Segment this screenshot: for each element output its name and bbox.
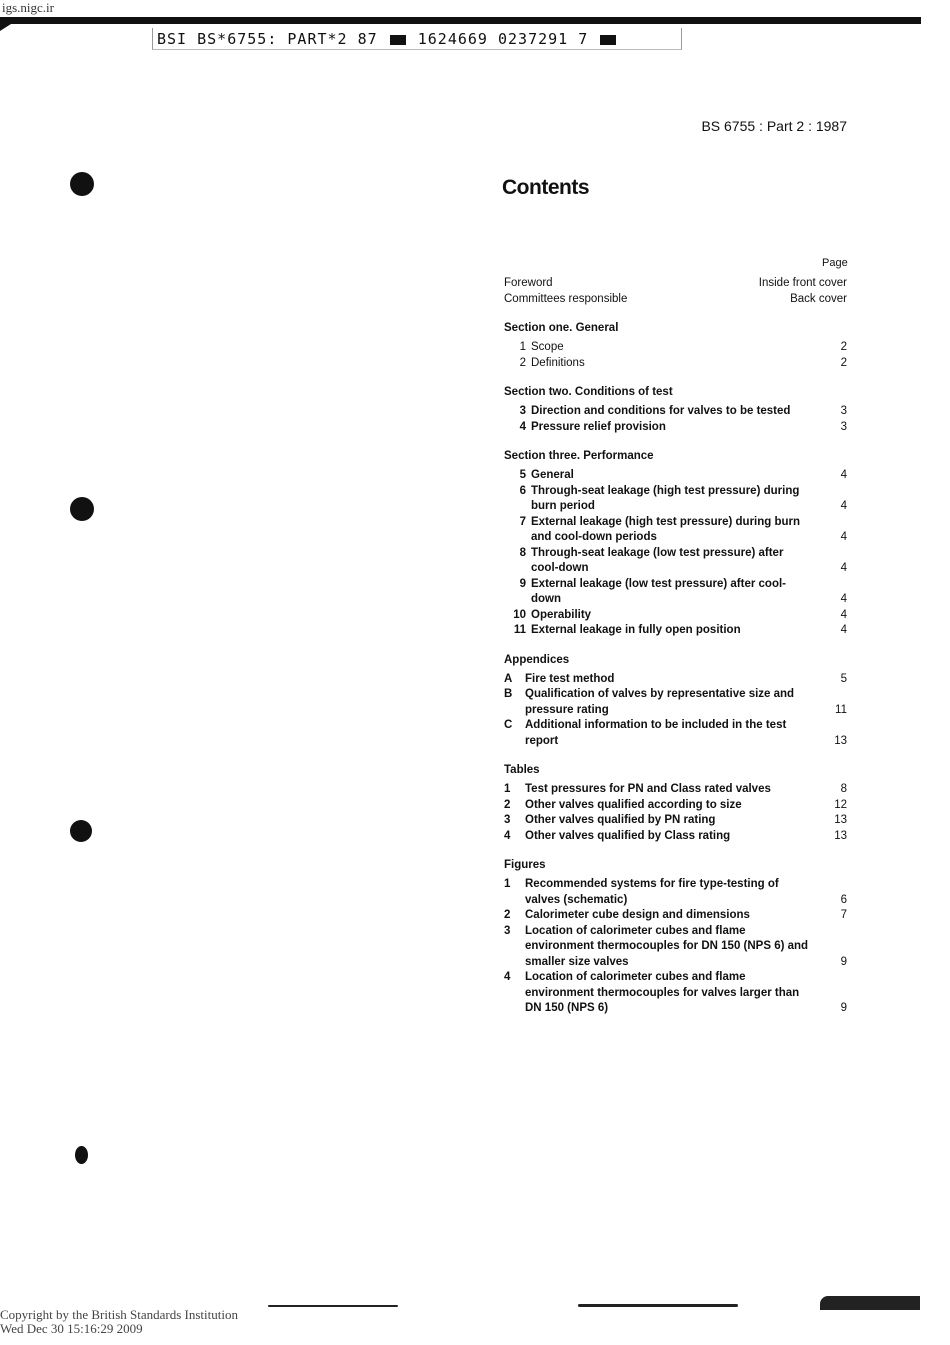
- toc-item[interactable]: [504, 515, 847, 546]
- toc-item-page: 7: [840, 909, 847, 921]
- toc-item-text: Qualification of valves by representative size and pressure rating: [525, 688, 795, 716]
- toc-item[interactable]: [504, 672, 847, 688]
- toc-item[interactable]: [504, 829, 847, 845]
- toc-item-page: 4: [840, 562, 847, 574]
- scan-streak: [268, 1305, 398, 1307]
- toc-committees[interactable]: [504, 292, 847, 308]
- scan-streak: [578, 1304, 738, 1307]
- toc-item[interactable]: [504, 924, 847, 971]
- page-column-label: Page: [822, 257, 848, 269]
- toc-item-page: 6: [840, 893, 847, 906]
- toc-item-text: Direction and conditions for valves to be tested: [531, 405, 791, 417]
- toc-item-number: 3: [519, 405, 526, 417]
- toc-item-page: 13: [834, 814, 847, 826]
- toc-item-number: 3: [504, 924, 511, 937]
- toc-item[interactable]: [504, 970, 847, 1017]
- toc-item-page: 2: [840, 356, 847, 369]
- toc-item[interactable]: [504, 687, 847, 718]
- toc-item-number: C: [504, 719, 513, 731]
- punch-hole: [70, 820, 92, 842]
- toc-item-number: 4: [519, 420, 526, 433]
- toc-item-page: 4: [840, 500, 847, 512]
- toc-item[interactable]: [504, 468, 847, 484]
- toc-item-page: 11: [835, 703, 847, 716]
- toc-item-page: 12: [834, 798, 847, 811]
- toc-item[interactable]: [504, 546, 847, 577]
- toc-item-page: 9: [840, 1002, 847, 1014]
- toc-item[interactable]: [504, 577, 847, 608]
- toc-item-number: 10: [513, 608, 526, 621]
- toc-item-text: Scope: [531, 341, 564, 353]
- watermark-text: igs.nigc.ir: [2, 0, 54, 15]
- toc-item-number: 1: [504, 783, 511, 795]
- toc-item-number: 11: [513, 624, 526, 636]
- section-heading: Section two. Conditions of test: [504, 386, 673, 398]
- toc-item-text: Recommended systems for fire type-testing of valves (schematic): [525, 878, 779, 906]
- toc-item-text: Through-seat leakage (high test pressure) during burn period: [531, 484, 800, 512]
- toc-item-page: 3: [840, 420, 847, 433]
- punch-hole: [70, 172, 94, 196]
- toc-item-page: 5: [840, 672, 847, 685]
- toc-item-text: Fire test method: [525, 672, 615, 685]
- standard-reference: BS 6755 : Part 2 : 1987: [701, 118, 847, 134]
- toc-item-text: Operability: [531, 608, 592, 621]
- toc-entry-page: Inside front cover: [758, 277, 847, 289]
- toc-item-text: Location of calorimeter cubes and flame environment thermocouples for DN 150 (NPS 6) and smaller size valves: [525, 924, 809, 968]
- toc-item[interactable]: [504, 340, 847, 356]
- toc-item-text: Location of calorimeter cubes and flame environment thermocouples for valves larger than DN 150 (NPS 6): [525, 971, 800, 1014]
- copyright-footer: [0, 1308, 238, 1336]
- toc-item-text: Other valves qualified according to size: [525, 798, 742, 811]
- toc-foreword[interactable]: [504, 276, 847, 292]
- toc-item-text: Additional information to be included in the test report: [525, 719, 787, 747]
- toc-item-page: 2: [840, 341, 847, 353]
- top-scan-rule: [0, 17, 921, 24]
- bsi-catalog-header: [152, 28, 682, 50]
- toc-item-text: External leakage (low test pressure) after cool-down: [531, 577, 787, 605]
- toc-item-text: Definitions: [531, 356, 585, 369]
- toc-item[interactable]: [504, 623, 847, 639]
- contents-title: Contents: [502, 176, 589, 199]
- toc-item-page: 4: [840, 469, 847, 481]
- toc-item-text: Pressure relief provision: [531, 420, 666, 433]
- toc-item-number: 5: [519, 469, 526, 481]
- toc-item-number: 2: [504, 798, 511, 811]
- toc-item-page: 13: [834, 829, 847, 842]
- toc-entry-page: Back cover: [790, 292, 847, 305]
- toc-entry-text: Committees responsible: [504, 292, 628, 305]
- toc-item-number: 6: [519, 484, 526, 497]
- toc-item-page: 4: [840, 531, 847, 543]
- toc-item-number: 4: [504, 971, 511, 983]
- punch-hole: [70, 497, 94, 521]
- toc-item[interactable]: [504, 813, 847, 829]
- toc-item-number: 1: [504, 878, 511, 890]
- footer-timestamp: Wed Dec 30 15:16:29 2009: [0, 1321, 143, 1336]
- table-of-contents: [504, 276, 847, 1017]
- punch-hole: [75, 1146, 88, 1164]
- toc-item-text: External leakage in fully open position: [531, 624, 741, 636]
- section-heading: Figures: [504, 859, 546, 871]
- toc-item-page: 3: [840, 405, 847, 417]
- toc-item[interactable]: [504, 718, 847, 749]
- scan-streak: [820, 1296, 920, 1310]
- toc-item-page: 8: [840, 783, 847, 795]
- header-block-mark: [390, 35, 406, 45]
- toc-item-page: 4: [840, 608, 847, 621]
- header-left-code: BSI BS*6755: PART*2 87: [157, 30, 378, 48]
- toc-item-text: Calorimeter cube design and dimensions: [525, 909, 750, 921]
- toc-item-number: 1: [519, 341, 526, 353]
- toc-item-number: 2: [519, 356, 526, 369]
- toc-item-page: 4: [840, 593, 847, 605]
- corner-scan-mark: [0, 17, 22, 31]
- header-block-mark-end: [600, 35, 616, 45]
- toc-item[interactable]: [504, 798, 847, 814]
- section-heading: Section one. General: [504, 322, 619, 334]
- header-mid-code: 1624669 0237291 7: [417, 30, 589, 48]
- toc-item-text: Test pressures for PN and Class rated valves: [525, 783, 771, 795]
- toc-item-number: B: [504, 688, 513, 700]
- section-heading: Section three. Performance: [504, 450, 654, 462]
- toc-item[interactable]: [504, 608, 847, 624]
- toc-item[interactable]: [504, 420, 847, 436]
- toc-entry-text: Foreword: [504, 277, 553, 289]
- toc-item-text: General: [531, 469, 574, 481]
- toc-item-text: Through-seat leakage (low test pressure) after cool-down: [531, 546, 784, 574]
- toc-item[interactable]: [504, 356, 847, 372]
- toc-item-number: 7: [519, 515, 526, 528]
- section-heading: Appendices: [504, 653, 570, 666]
- toc-item-page: 4: [840, 624, 847, 636]
- footer-copyright: Copyright by the British Standards Institution: [0, 1307, 238, 1322]
- toc-item-number: 3: [504, 814, 511, 826]
- toc-item-number: 9: [519, 577, 526, 590]
- toc-item-text: Other valves qualified by Class rating: [525, 829, 731, 842]
- toc-item-number: 8: [519, 546, 526, 559]
- toc-item-page: 13: [834, 734, 847, 747]
- section-heading: Tables: [504, 764, 540, 776]
- toc-item[interactable]: [504, 877, 847, 908]
- toc-item-number: A: [504, 672, 513, 685]
- toc-item-number: 4: [504, 829, 511, 842]
- toc-item-number: 2: [504, 909, 511, 921]
- toc-item-text: Other valves qualified by PN rating: [525, 814, 716, 826]
- toc-item-text: External leakage (high test pressure) during burn and cool-down periods: [531, 515, 801, 543]
- toc-item-page: 9: [840, 955, 847, 968]
- toc-item[interactable]: [504, 484, 847, 515]
- toc-item[interactable]: [504, 908, 847, 924]
- toc-item[interactable]: [504, 782, 847, 798]
- toc-item[interactable]: [504, 404, 847, 420]
